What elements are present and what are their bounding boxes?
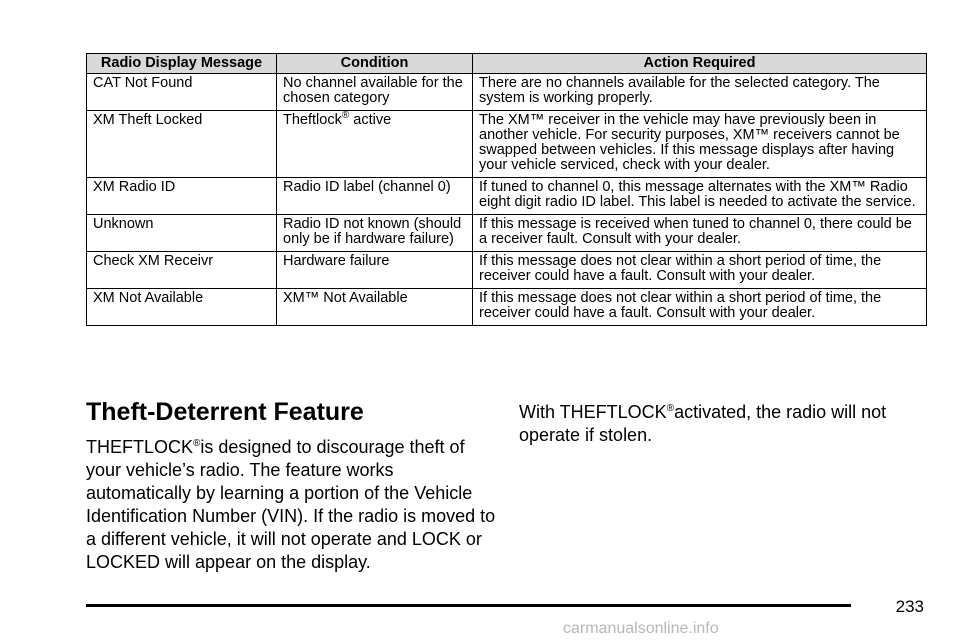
footer-rule [86, 604, 851, 607]
registered-mark: ® [193, 438, 201, 449]
table-row [87, 74, 927, 111]
watermark: carmanualsonline.info [563, 620, 719, 637]
theftlock-activated-lead: With THEFTLOCK [519, 402, 667, 422]
table-row [87, 111, 927, 178]
message-cell: XM Radio ID [87, 178, 277, 215]
action-cell: If tuned to channel 0, this message alternates with the XM™ Radio eight digit radio ID label. This label is needed to activate the service. [473, 178, 927, 215]
action-cell: If this message does not clear within a short period of time, the receiver could have a fault. Consult with your dealer. [473, 252, 927, 289]
condition-cell [277, 111, 473, 178]
registered-mark: ® [341, 110, 350, 122]
header-radio-display-message: Radio Display Message [87, 54, 277, 74]
action-cell: There are no channels available for the selected category. The system is working properly. [473, 74, 927, 111]
table-header-row [87, 54, 927, 74]
condition-suffix: active [353, 112, 392, 128]
message-cell: CAT Not Found [87, 74, 277, 111]
header-condition: Condition [277, 54, 473, 74]
page-number: 233 [895, 597, 924, 616]
theftlock-activated-text: activated, the radio will not operate if stolen. [519, 402, 887, 445]
message-cell: Check XM Receivr [87, 252, 277, 289]
action-cell: If this message does not clear within a short period of time, the receiver could have a fault. Consult with your dealer. [473, 289, 927, 326]
condition-cell: Hardware failure [277, 252, 473, 289]
theftlock-lead: THEFTLOCK [86, 437, 194, 457]
table-row [87, 252, 927, 289]
table-row [87, 178, 927, 215]
message-cell: XM Theft Locked [87, 111, 277, 178]
message-cell: XM Not Available [87, 289, 277, 326]
condition-cell: XM™ Not Available [277, 289, 473, 326]
header-action-required: Action Required [473, 54, 927, 74]
condition-cell: Radio ID not known (should only be if hardware failure) [277, 215, 473, 252]
action-cell: If this message is received when tuned to channel 0, there could be a receiver fault. Consult with your dealer. [473, 215, 927, 252]
theftlock-activated-note [519, 401, 929, 447]
condition-cell: No channel available for the chosen category [277, 74, 473, 111]
section-title: Theft-Deterrent Feature [86, 398, 364, 426]
condition-cell: Radio ID label (channel 0) [277, 178, 473, 215]
action-cell: The XM™ receiver in the vehicle may have previously been in another vehicle. For security purposes, XM™ receivers cannot be swapped between vehicles. If this message displays after having your vehicle serviced, check with your dealer. [473, 111, 927, 178]
table-row [87, 289, 927, 326]
condition-text: Theftlock [283, 112, 342, 128]
radio-message-table [86, 53, 927, 326]
message-cell: Unknown [87, 215, 277, 252]
registered-mark: ® [666, 403, 675, 414]
theftlock-description [86, 436, 502, 574]
theftlock-description-text: is designed to discourage theft of your vehicle’s radio. The feature works automatically by learning a portion of the Vehicle Identification Number (VIN). If the radio is moved to a different vehicle, it will not operate and LOCK or LOCKED will appear on the display. [86, 437, 496, 572]
table-row [87, 215, 927, 252]
